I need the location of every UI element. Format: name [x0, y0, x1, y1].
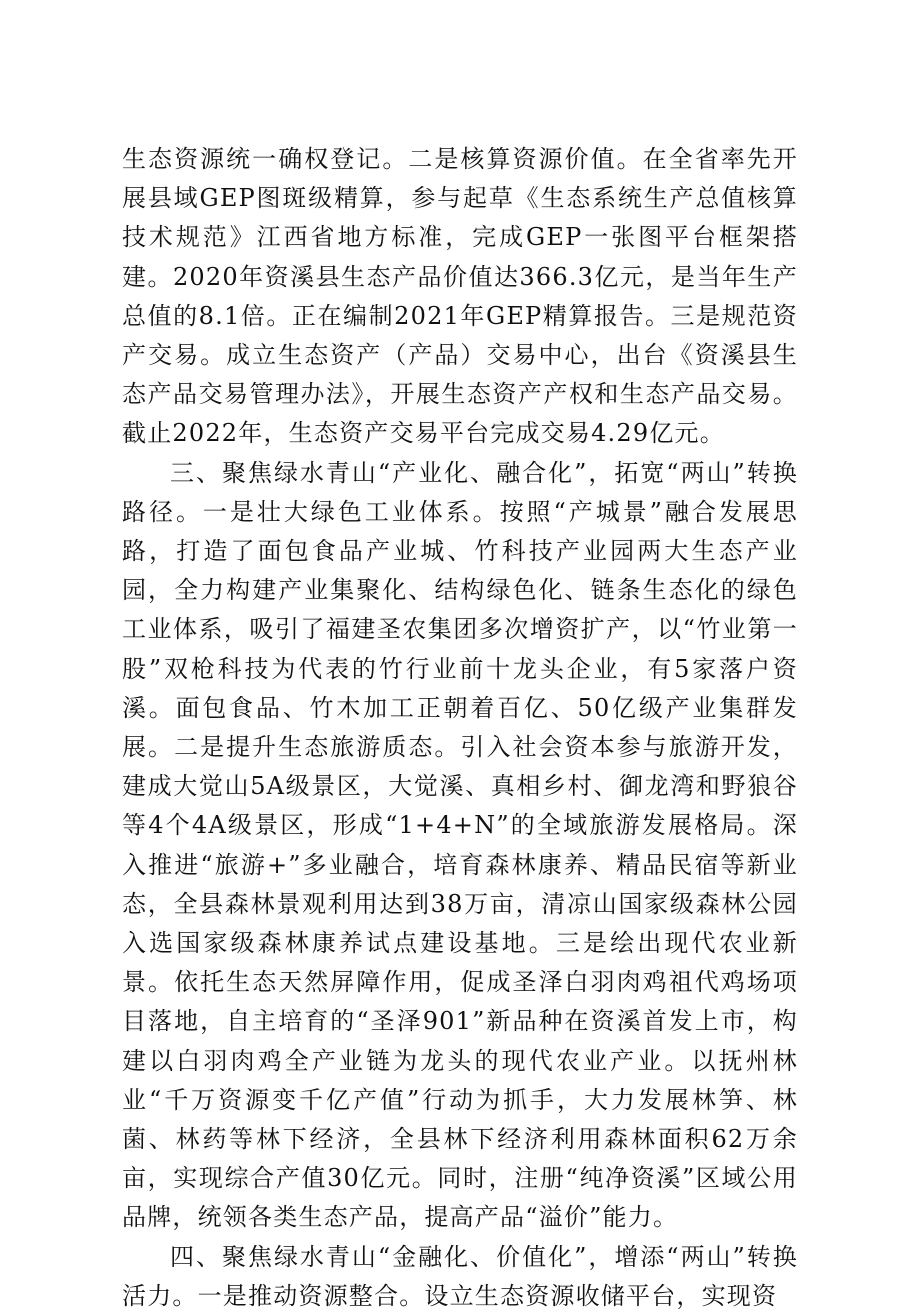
document-body: [122, 140, 798, 1316]
paragraph-2: 三、聚焦绿水青山“产业化、融合化”，拓宽“两山”转换路径。一是壮大绿色工业体系。按照“产城景”融合发展思路，打造了面包食品产业城、竹科技产业园两大生态产业园，全力构建产业集聚化、结构绿色化、链条生态化的绿色工业体系，吸引了福建圣农集团多次增资扩产，以“竹业第一股”双枪科技为代表的竹行业前十龙头企业，有5家落户资溪。面包食品、竹木加工正朝着百亿、50亿级产业集群发展。二是提升生态旅游质态。引入社会资本参与旅游开发，建成大觉山5A级景区，大觉溪、真相乡村、御龙湾和野狼谷等4个4A级景区，形成“1+4+N”的全域旅游发展格局。深入推进“旅游+”多业融合，培育森林康养、精品民宿等新业态，全县森林景观利用达到38万亩，清凉山国家级森林公园入选国家级森林康养试点建设基地。三是绘出现代农业新景。依托生态天然屏障作用，促成圣泽白羽肉鸡祖代鸡场项目落地，自主培育的“圣泽901”新品种在资溪首发上市，构建以白羽肉鸡全产业链为龙头的现代农业产业。以抚州林业“千万资源变千亿产值”行动为抓手，大力发展林笋、林菌、林药等林下经济，全县林下经济利用森林面积62万余亩，实现综合产值30亿元。同时，注册“纯净资溪”区域公用品牌，统领各类生态产品，提高产品“溢价”能力。: [122, 458, 798, 1232]
paragraph-3: 四、聚焦绿水青山“金融化、价值化”，增添“两山”转换活力。一是推动资源整合。设立生态资源收储平台，实现资: [122, 1242, 798, 1310]
paragraph-1: 生态资源统一确权登记。二是核算资源价值。在全省率先开展县域GEP图斑级精算，参与起草《生态系统生产总值核算技术规范》江西省地方标准，完成GEP一张图平台框架搭建。2020年资溪县生态产品价值达366.3亿元，是当年生产总值的8.1倍。正在编制2021年GEP精算报告。三是规范资产交易。成立生态资产（产品）交易中心，出台《资溪县生态产品交易管理办法》，开展生态资产产权和生态产品交易。截止2022年，生态资产交易平台完成交易4.29亿元。: [122, 145, 798, 448]
